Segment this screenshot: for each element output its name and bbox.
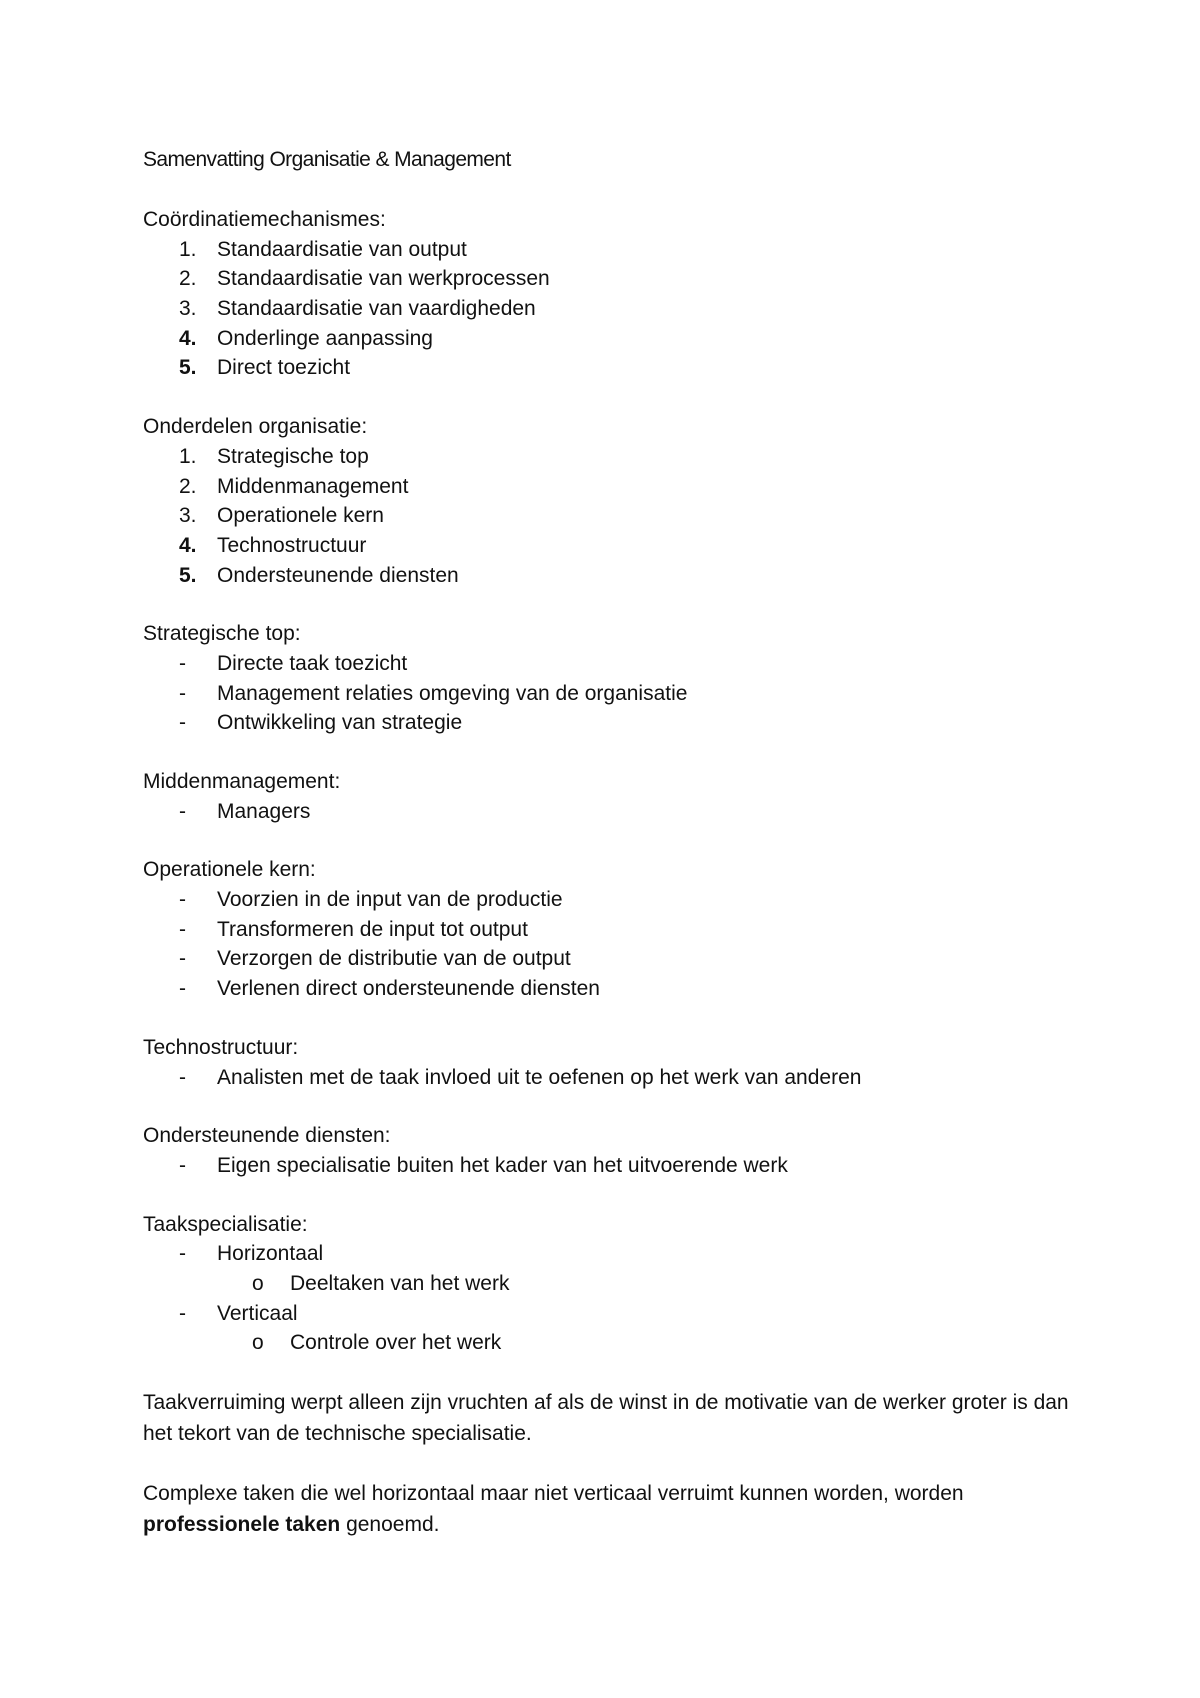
dash-bullet: - (179, 1242, 186, 1266)
circle-bullet: o (252, 1271, 264, 1295)
list-item (143, 1063, 1073, 1093)
list-item-text: Ondersteunende diensten (217, 563, 459, 587)
list-item (143, 501, 1073, 531)
list-item (143, 679, 1073, 709)
list-item (143, 1239, 1073, 1269)
document-title: Samenvatting Organisatie & Management (143, 148, 511, 171)
list-item (143, 294, 1073, 324)
list-item-text: Onderlinge aanpassing (217, 326, 433, 350)
section-operationele-kern (143, 855, 1073, 1003)
sub-list-item-text: Controle over het werk (290, 1331, 502, 1355)
paragraph-text: Complexe taken die wel horizontaal maar niet verticaal verruimt kunnen worden, worden (143, 1482, 964, 1505)
list-item-text: Eigen specialisatie buiten het kader van het uitvoerende werk (217, 1153, 788, 1177)
list-item (143, 442, 1073, 472)
dash-bullet: - (179, 1301, 186, 1325)
list-item-text: Verlenen direct ondersteunende diensten (217, 977, 600, 1001)
list-number: 4. (179, 326, 197, 350)
list-item-text: Direct toezicht (217, 356, 351, 380)
dash-bullet: - (179, 711, 186, 735)
list-item-text: Operationele kern (217, 504, 384, 528)
list-item-text: Voorzien in de input van de productie (217, 888, 563, 912)
section-heading: Strategische top: (143, 622, 301, 646)
list-item-text: Technostructuur (217, 533, 367, 557)
paragraph-professionele-taken (143, 1478, 1073, 1540)
document-body (143, 145, 1073, 1569)
dash-bullet: - (179, 651, 186, 675)
section-strategische-top (143, 619, 1073, 738)
list-item-text: Standaardisatie van output (217, 237, 467, 261)
list-item (143, 708, 1073, 738)
list-item-text: Ontwikkeling van strategie (217, 711, 463, 735)
list-item-text: Transformeren de input tot output (217, 917, 528, 941)
section-coordinatiemechanismes (143, 205, 1073, 383)
list-item-text: Directe taak toezicht (217, 651, 408, 675)
list-item (143, 561, 1073, 591)
list-item (143, 649, 1073, 679)
section-heading: Technostructuur: (143, 1035, 299, 1059)
list-item (143, 324, 1073, 354)
dash-bullet: - (179, 947, 186, 971)
paragraph-taakverruiming: Taakverruiming werpt alleen zijn vruchten af als de winst in de motivatie van de werker groter is dan het tekort van de technische specialisatie. (143, 1391, 1069, 1445)
list-number: 5. (179, 356, 197, 380)
list-item (143, 264, 1073, 294)
list-item (143, 531, 1073, 561)
paragraph-text-end: genoemd. (340, 1513, 440, 1536)
list-item (143, 974, 1073, 1004)
section-taakspecialisatie (143, 1210, 1073, 1358)
list-item (143, 1299, 1073, 1329)
list-number: 2. (179, 474, 197, 498)
list-item (143, 944, 1073, 974)
section-technostructuur (143, 1033, 1073, 1092)
list-item (143, 1151, 1073, 1181)
bold-term: professionele taken (143, 1513, 341, 1536)
list-number: 3. (179, 504, 197, 528)
list-number: 5. (179, 563, 197, 587)
sub-list-item (143, 1269, 1073, 1299)
list-item-text: Standaardisatie van werkprocessen (217, 267, 550, 291)
list-item-text: Horizontaal (217, 1242, 324, 1266)
dash-bullet: - (179, 799, 186, 823)
list-number: 1. (179, 444, 197, 468)
list-number: 4. (179, 533, 197, 557)
list-item-text: Strategische top (217, 444, 369, 468)
list-item-text: Standaardisatie van vaardigheden (217, 297, 536, 321)
dash-bullet: - (179, 681, 186, 705)
dash-bullet: - (179, 888, 186, 912)
dash-bullet: - (179, 917, 186, 941)
list-item-text: Verticaal (217, 1301, 298, 1325)
list-item-text: Verzorgen de distributie van de output (217, 947, 571, 971)
list-item (143, 915, 1073, 945)
list-item-text: Middenmanagement (217, 474, 409, 498)
list-item (143, 797, 1073, 827)
list-item (143, 235, 1073, 265)
list-item (143, 472, 1073, 502)
dash-bullet: - (179, 1153, 186, 1177)
dash-bullet: - (179, 977, 186, 1001)
section-heading: Ondersteunende diensten: (143, 1124, 391, 1148)
list-number: 3. (179, 297, 197, 321)
section-heading: Taakspecialisatie: (143, 1212, 308, 1236)
circle-bullet: o (252, 1331, 264, 1355)
list-item-text: Managers (217, 799, 311, 823)
section-middenmanagement (143, 767, 1073, 826)
section-heading: Middenmanagement: (143, 770, 341, 793)
list-number: 1. (179, 237, 197, 261)
list-item-text: Analisten met de taak invloed uit te oefenen op het werk van anderen (217, 1065, 862, 1089)
list-item (143, 885, 1073, 915)
sub-list-item-text: Deeltaken van het werk (290, 1271, 510, 1295)
section-onderdelen-organisatie (143, 412, 1073, 590)
sub-list-item (143, 1328, 1073, 1358)
list-item-text: Management relaties omgeving van de organisatie (217, 681, 688, 705)
list-number: 2. (179, 267, 197, 291)
list-item (143, 353, 1073, 383)
section-heading: Operationele kern: (143, 858, 316, 882)
section-heading: Coördinatiemechanismes: (143, 208, 386, 231)
section-ondersteunende-diensten (143, 1121, 1073, 1180)
section-heading: Onderdelen organisatie: (143, 415, 368, 439)
dash-bullet: - (179, 1065, 186, 1089)
